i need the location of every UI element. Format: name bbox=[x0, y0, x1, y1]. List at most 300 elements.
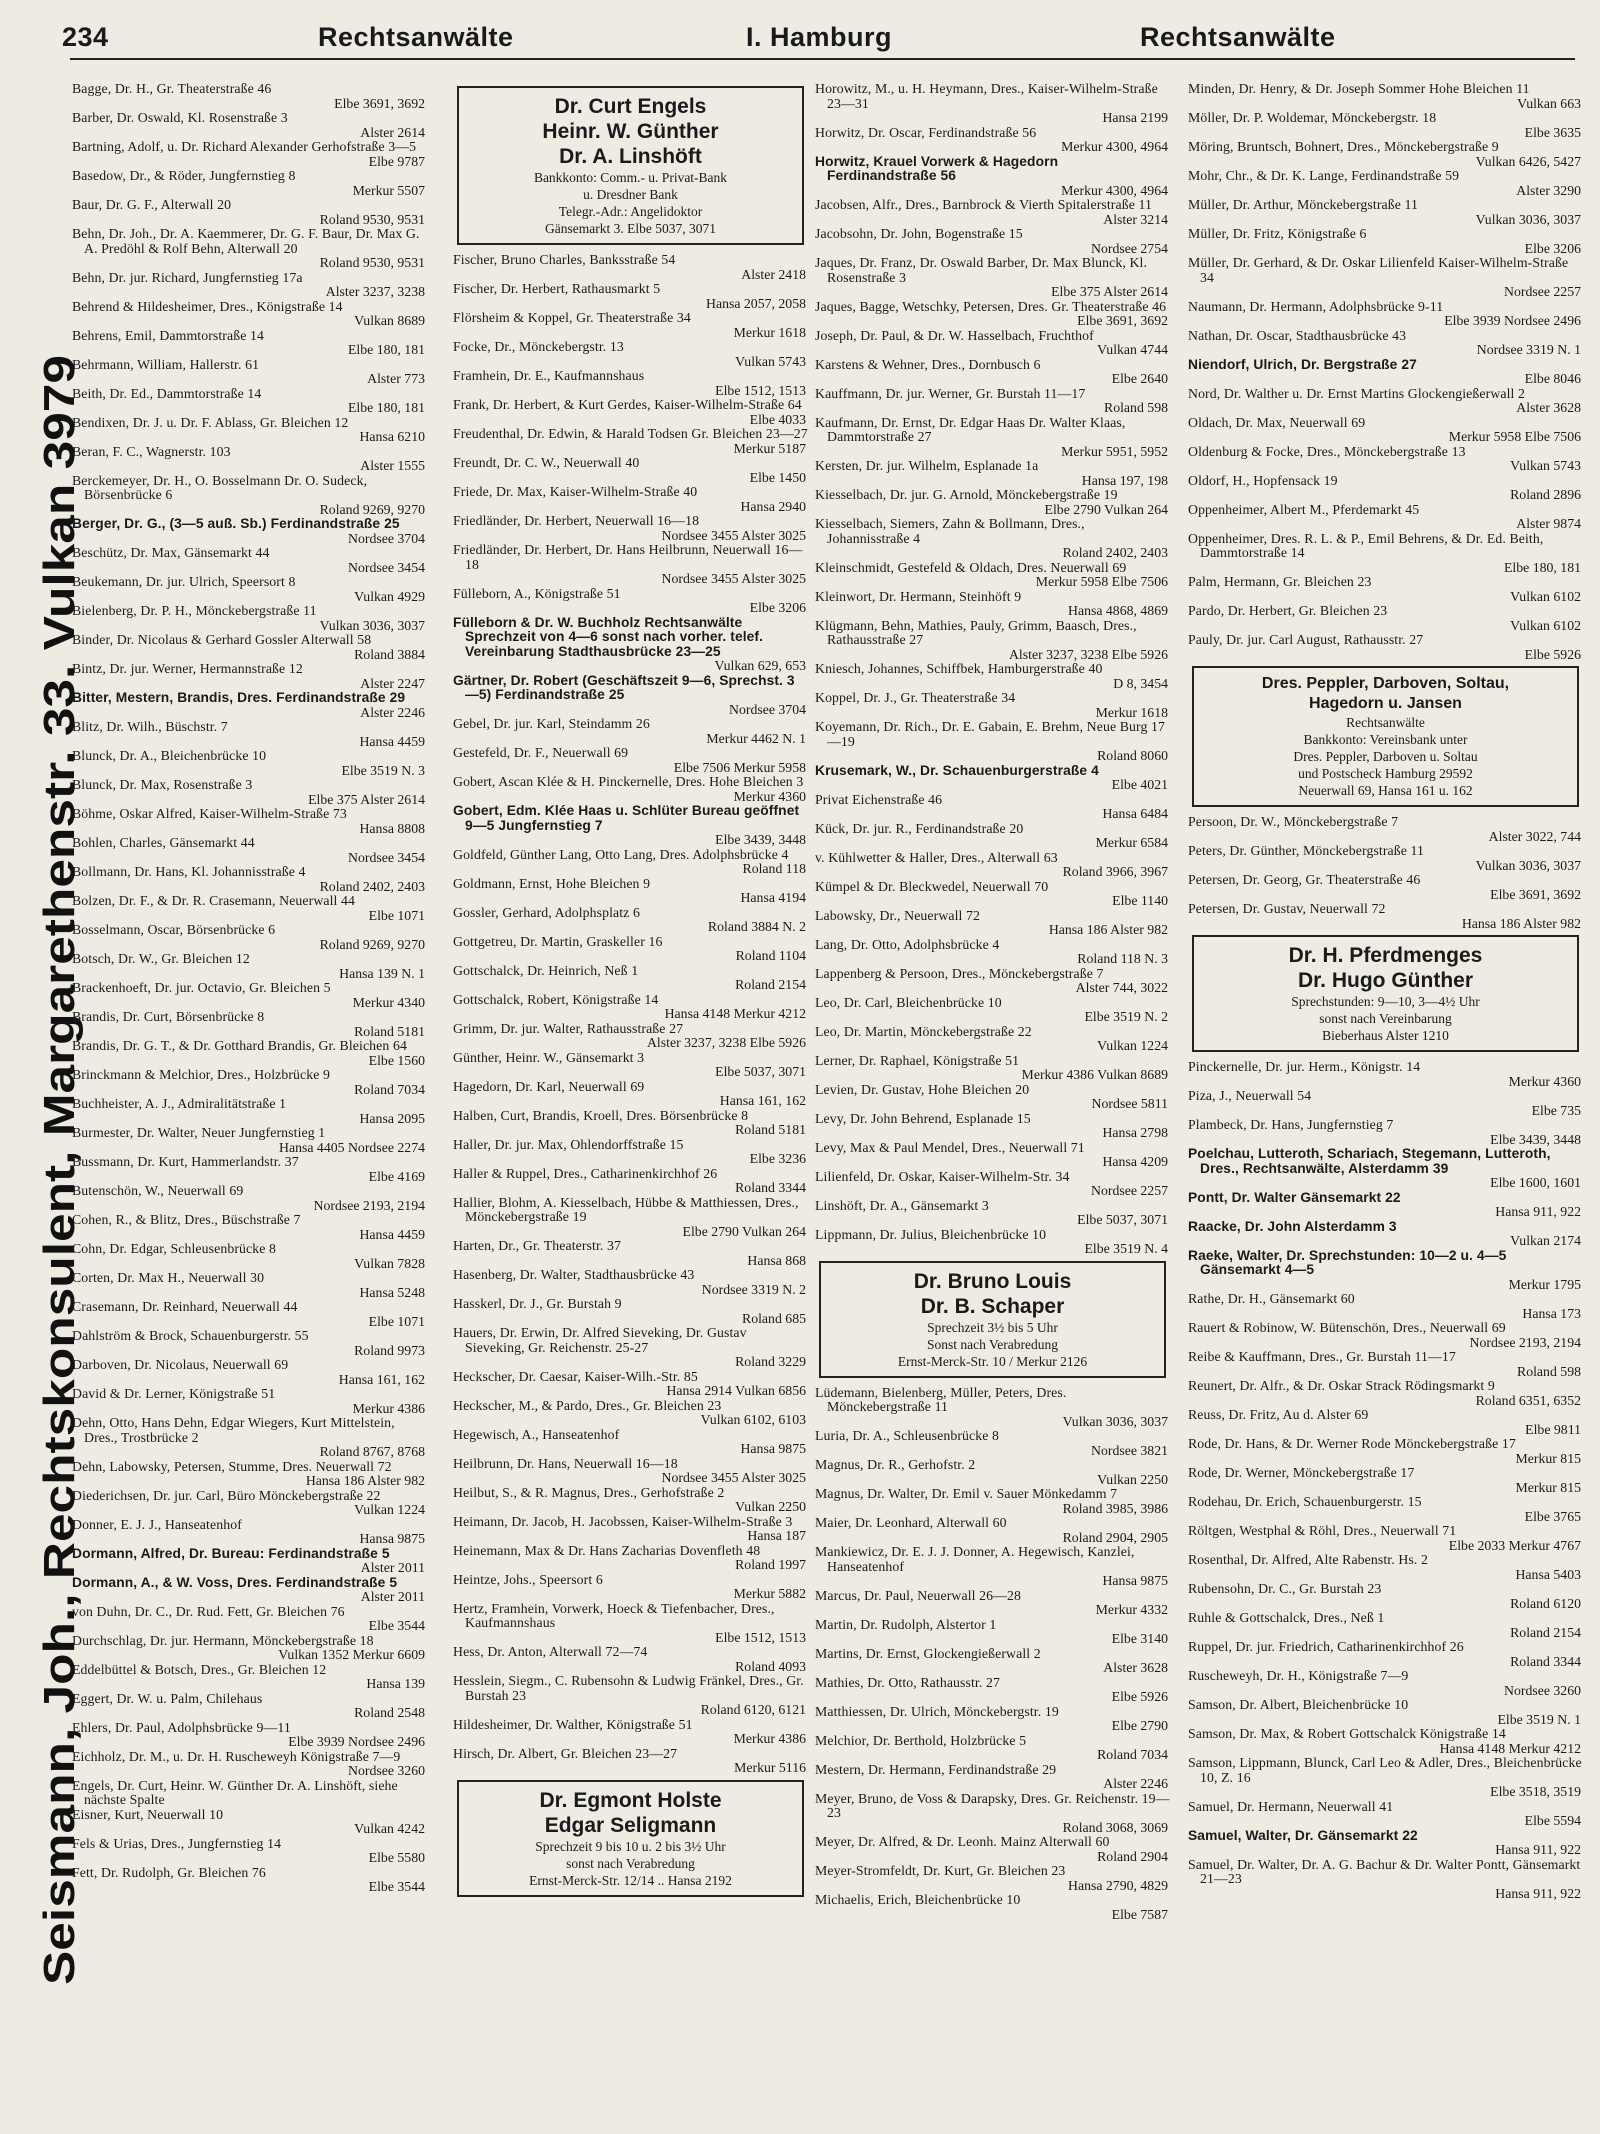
entry-phone: Alster 3290 bbox=[1516, 182, 1581, 198]
entry-name: Lang, Dr. Otto, Adolphsbrücke 4 bbox=[815, 936, 1000, 952]
entry-phone: Merkur 4340 bbox=[352, 994, 425, 1010]
entry-name: Hagedorn, Dr. Karl, Neuerwall 69 bbox=[453, 1078, 645, 1094]
listing-entry bbox=[1188, 169, 1583, 198]
entry-phone: Roland 3068, 3069 bbox=[1062, 1819, 1168, 1835]
entry-name: Nathan, Dr. Oscar, Stadthausbrücke 43 bbox=[1188, 327, 1407, 343]
listing-entry bbox=[1188, 1321, 1583, 1350]
entry-name: Gottschalck, Dr. Heinrich, Neß 1 bbox=[453, 962, 639, 978]
listing-entry bbox=[72, 1242, 427, 1271]
entry-name: Durchschlag, Dr. jur. Hermann, Mönckebergstraße 18 bbox=[72, 1632, 374, 1648]
listing-entry bbox=[815, 358, 1170, 387]
entry-name: Reuss, Dr. Fritz, Au d. Alster 69 bbox=[1188, 1407, 1369, 1422]
entry-name: Harten, Dr., Gr. Theaterstr. 37 bbox=[453, 1238, 621, 1253]
listing-entry bbox=[1188, 111, 1583, 140]
entry-phone: Roland 3985, 3986 bbox=[1062, 1500, 1168, 1516]
listing-entry bbox=[1188, 873, 1583, 902]
entry-phone: Elbe 9787 bbox=[368, 153, 425, 169]
entry-name: Dehn, Labowsky, Petersen, Stumme, Dres. Neuerwall 72 bbox=[72, 1458, 392, 1474]
listing-entry bbox=[72, 445, 427, 474]
ad-heading: Dr. H. Pferdmenges bbox=[1288, 944, 1483, 967]
entry-phone: Elbe 3519 N. 4 bbox=[1084, 1241, 1168, 1256]
entry-phone: Roland 118 N. 3 bbox=[1077, 951, 1168, 966]
entry-phone: Alster 3237, 3238 Elbe 5926 bbox=[646, 1035, 806, 1050]
listing-entry bbox=[1188, 1800, 1583, 1829]
entry-phone: Roland 598 bbox=[1517, 1363, 1581, 1379]
entry-name: Hallier, Blohm, A. Kiesselbach, Hübbe & Matthiessen, Dres., Mönckebergstraße 19 bbox=[453, 1194, 799, 1224]
entry-phone: Nordsee 3454 bbox=[347, 559, 425, 575]
entry-phone: Roland 9530, 9531 bbox=[319, 255, 425, 270]
entry-phone: Vulkan 8689 bbox=[354, 313, 425, 328]
entry-phone: Vulkan 7828 bbox=[354, 1255, 425, 1271]
entry-phone: Nordsee 3821 bbox=[1090, 1442, 1168, 1458]
listing-entry bbox=[453, 775, 808, 804]
listing-entry bbox=[815, 387, 1170, 416]
entry-name: Müller, Dr. Fritz, Königstraße 6 bbox=[1188, 226, 1367, 241]
entry-phone: Vulkan 1352 Merkur 6609 bbox=[278, 1647, 425, 1662]
listing-entry bbox=[453, 616, 808, 674]
entry-name: Brandis, Dr. Curt, Börsenbrücke 8 bbox=[72, 1009, 265, 1024]
entry-name: Oldach, Dr. Max, Neuerwall 69 bbox=[1188, 414, 1366, 430]
entry-name: Kleinschmidt, Gestefeld & Oldach, Dres. Neuerwall 69 bbox=[815, 559, 1127, 575]
listing-entry bbox=[72, 111, 427, 140]
entry-phone: Elbe 3206 bbox=[749, 600, 806, 615]
entry-name: Berckemeyer, Dr. H., O. Bosselmann Dr. O. Sudeck, Börsenbrücke 6 bbox=[72, 472, 368, 502]
entry-phone: Hansa 9875 bbox=[740, 1441, 806, 1456]
listing-entry bbox=[453, 456, 808, 485]
listing-entry bbox=[815, 256, 1170, 300]
listing-entry bbox=[453, 514, 808, 543]
listing-entry bbox=[1188, 503, 1583, 532]
listing-entry bbox=[453, 1109, 808, 1138]
listing-entry bbox=[72, 1126, 427, 1155]
entry-phone: Elbe 3236 bbox=[749, 1151, 806, 1166]
entry-phone: Alster 744, 3022 bbox=[1075, 980, 1168, 995]
entry-phone: Elbe 375 Alster 2614 bbox=[1051, 284, 1168, 299]
entry-phone: Hansa 4405 Nordsee 2274 bbox=[279, 1139, 425, 1155]
entry-phone: Elbe 3439, 3448 bbox=[1490, 1131, 1581, 1147]
entry-phone: Alster 3214 bbox=[1103, 211, 1168, 227]
listing-entry bbox=[72, 691, 427, 720]
listing-entry bbox=[72, 1489, 427, 1518]
entry-name: Rodehau, Dr. Erich, Schauenburgerstr. 15 bbox=[1188, 1494, 1422, 1509]
listing-entry bbox=[1188, 256, 1583, 300]
entry-phone: Merkur 5882 bbox=[733, 1586, 806, 1601]
entry-name: Rode, Dr. Hans, & Dr. Werner Rode Mönckebergstraße 17 bbox=[1188, 1436, 1516, 1451]
entry-phone: Elbe 1071 bbox=[368, 907, 425, 923]
entry-name: Meyer-Stromfeldt, Dr. Kurt, Gr. Bleichen 23 bbox=[815, 1863, 1066, 1878]
entry-name: Raeke, Walter, Dr. Sprechstunden: 10—2 u. 4—5 Gänsemarkt 4—5 bbox=[1188, 1247, 1507, 1277]
ad-heading: Hagedorn u. Jansen bbox=[1309, 695, 1462, 712]
listing-entry bbox=[453, 964, 808, 993]
ad-heading: Dr. Egmont Holste bbox=[539, 1788, 722, 1812]
entry-name: Gobert, Edm. Klée Haas u. Schlüter Bureau geöffnet 9—5 Jungfernstieg 7 bbox=[453, 803, 800, 833]
entry-name: Buchheister, A. J., Admiralitätstraße 1 bbox=[72, 1096, 287, 1111]
listing-entry bbox=[72, 1605, 427, 1634]
listing-entry bbox=[1188, 1220, 1583, 1249]
entry-phone: Vulkan 1224 bbox=[1097, 1038, 1168, 1053]
entry-phone: Roland 118 bbox=[742, 861, 806, 876]
entry-phone: Elbe 3691, 3692 bbox=[334, 95, 425, 111]
entry-name: Heintze, Johs., Speersort 6 bbox=[453, 1571, 603, 1587]
ad-heading: Dres. Peppler, Darboven, Soltau, bbox=[1261, 675, 1510, 692]
listing-entry bbox=[72, 1750, 427, 1779]
entry-phone: Hansa 139 bbox=[366, 1676, 425, 1691]
entry-name: Bartning, Adolf, u. Dr. Richard Alexander Gerhofstraße 3—5 bbox=[72, 139, 417, 154]
entry-name: Pauly, Dr. jur. Carl August, Rathausstr. 27 bbox=[1188, 632, 1424, 647]
ad-detail: Bankkonto: Comm.- u. Privat-Bank bbox=[533, 170, 728, 185]
ad-box-pferdmenges bbox=[1192, 935, 1579, 1052]
listing-entry bbox=[453, 485, 808, 514]
entry-name: Corten, Dr. Max H., Neuerwall 30 bbox=[72, 1270, 265, 1285]
entry-phone: Nordsee 3455 Alster 3025 bbox=[661, 571, 806, 586]
entry-name: Rathe, Dr. H., Gänsemarkt 60 bbox=[1188, 1291, 1355, 1306]
entry-phone: Hansa 2798 bbox=[1102, 1125, 1168, 1140]
entry-phone: Elbe 3939 Nordsee 2496 bbox=[1444, 313, 1581, 328]
listing-entry bbox=[1188, 1379, 1583, 1408]
entry-phone: Roland 6120 bbox=[1510, 1595, 1581, 1611]
listing-entry bbox=[1188, 575, 1583, 604]
header-right-title: Rechtsanwälte bbox=[1140, 22, 1336, 52]
entry-phone: Alster 2246 bbox=[360, 704, 425, 720]
entry-phone: Merkur 4360 bbox=[1508, 1073, 1581, 1089]
entry-phone: Nordsee 3319 N. 1 bbox=[1476, 342, 1581, 357]
listing-entry bbox=[72, 1039, 427, 1068]
entry-phone: Elbe 3519 N. 1 bbox=[1497, 1711, 1581, 1727]
entry-name: Fels & Urias, Dres., Jungfernstieg 14 bbox=[72, 1835, 282, 1851]
entry-name: Lerner, Dr. Raphael, Königstraße 51 bbox=[815, 1052, 1020, 1068]
entry-phone: Alster 2246 bbox=[1103, 1776, 1168, 1791]
entry-phone: Vulkan 2250 bbox=[735, 1499, 806, 1514]
entry-phone: Elbe 5037, 3071 bbox=[1077, 1212, 1168, 1227]
listing-entry bbox=[815, 996, 1170, 1025]
ad-heading: Edgar Seligmann bbox=[544, 1813, 717, 1837]
entry-name: v. Kühlwetter & Haller, Dres., Alterwall 63 bbox=[815, 849, 1058, 865]
entry-phone: Elbe 1600, 1601 bbox=[1490, 1175, 1581, 1190]
listing-entry bbox=[815, 416, 1170, 460]
entry-phone: Alster 9874 bbox=[1516, 516, 1581, 531]
listing-entry bbox=[1188, 1756, 1583, 1800]
listing-entry bbox=[1188, 416, 1583, 445]
entry-phone: Nordsee 3454 bbox=[347, 849, 425, 865]
listing-entry bbox=[815, 1705, 1170, 1734]
entry-phone: Roland 3884 bbox=[354, 646, 425, 662]
ad-detail: Ernst-Merck-Str. 10 / Merkur 2126 bbox=[897, 1353, 1088, 1369]
listing-entry bbox=[72, 198, 427, 227]
entry-phone: Alster 3022, 744 bbox=[1488, 828, 1581, 844]
entry-phone: Nordsee 3704 bbox=[728, 701, 806, 717]
entry-phone: Roland 1997 bbox=[735, 1557, 806, 1572]
entry-name: Beschütz, Dr. Max, Gänsemarkt 44 bbox=[72, 545, 270, 560]
entry-phone: Elbe 2790 Vulkan 264 bbox=[682, 1223, 806, 1239]
listing-entry bbox=[1188, 1524, 1583, 1553]
entry-phone: Roland 8060 bbox=[1097, 748, 1168, 763]
entry-name: Barber, Dr. Oswald, Kl. Rosenstraße 3 bbox=[72, 110, 288, 125]
entry-phone: Alster 3237, 3238 bbox=[325, 284, 425, 299]
entry-name: Leo, Dr. Carl, Bleichenbrücke 10 bbox=[815, 994, 1002, 1010]
entry-name: Diederichsen, Dr. jur. Carl, Büro Mönckebergstraße 22 bbox=[72, 1487, 381, 1503]
listing-entry bbox=[72, 923, 427, 952]
ad-detail: Gänsemarkt 3. Elbe 5037, 3071 bbox=[545, 221, 716, 236]
entry-phone: Hansa 911, 922 bbox=[1495, 1885, 1581, 1901]
entry-name: Butenschön, W., Neuerwall 69 bbox=[72, 1183, 244, 1198]
entry-phone: Nordsee 2754 bbox=[1090, 240, 1168, 256]
entry-name: Heimann, Dr. Jacob, H. Jacobssen, Kaiser-Wilhelm-Straße 3 bbox=[453, 1513, 793, 1529]
listing-entry bbox=[453, 1268, 808, 1297]
listing-entry bbox=[1188, 815, 1583, 844]
entry-name: Luria, Dr. A., Schleusenbrücke 8 bbox=[815, 1428, 1000, 1443]
entry-phone: D 8, 3454 bbox=[1113, 675, 1168, 691]
listing-entry bbox=[72, 169, 427, 198]
listing-entry bbox=[453, 369, 808, 398]
entry-phone: Nordsee 2257 bbox=[1090, 1183, 1168, 1198]
listing-entry bbox=[815, 793, 1170, 822]
listing-entry bbox=[1188, 387, 1583, 416]
ad-detail: sonst nach Verabredung bbox=[566, 1855, 695, 1871]
ad-detail: und Postscheck Hamburg 29592 bbox=[1298, 766, 1473, 781]
entry-phone: Hansa 161, 162 bbox=[719, 1093, 806, 1108]
entry-phone: Elbe 4033 bbox=[749, 411, 806, 427]
entry-phone: Roland 4093 bbox=[735, 1658, 806, 1674]
listing-entry bbox=[72, 1634, 427, 1663]
listing-entry bbox=[453, 674, 808, 718]
entry-name: Gärtner, Dr. Robert (Geschäftszeit 9—6, Sprechst. 3—5) Ferdinandstraße 25 bbox=[453, 672, 795, 702]
entry-name: Lüdemann, Bielenberg, Müller, Peters, Dres. Mönckebergstraße 11 bbox=[815, 1384, 1067, 1414]
entry-name: Bintz, Dr. jur. Werner, Hermannstraße 12 bbox=[72, 661, 303, 676]
entry-name: Gebel, Dr. jur. Karl, Steindamm 26 bbox=[453, 716, 650, 731]
entry-phone: Roland 8767, 8768 bbox=[319, 1444, 425, 1459]
entry-name: Nord, Dr. Walther u. Dr. Ernst Martins Glockengießerwall 2 bbox=[1188, 385, 1526, 401]
entry-phone: Elbe 3518, 3519 bbox=[1490, 1784, 1581, 1799]
entry-name: Palm, Hermann, Gr. Bleichen 23 bbox=[1188, 574, 1372, 589]
listing-entry bbox=[72, 474, 427, 518]
column-4 bbox=[1188, 82, 1583, 2122]
listing-entry bbox=[72, 300, 427, 329]
entry-phone: Roland 7034 bbox=[1097, 1747, 1168, 1762]
entry-phone: Elbe 180, 181 bbox=[1503, 559, 1581, 575]
entry-name: Bollmann, Dr. Hans, Kl. Johannisstraße 4 bbox=[72, 864, 306, 879]
entry-name: Hasskerl, Dr. J., Gr. Burstah 9 bbox=[453, 1296, 622, 1311]
entry-phone: Alster 1555 bbox=[360, 458, 425, 473]
entry-name: von Duhn, Dr. C., Dr. Rud. Fett, Gr. Bleichen 76 bbox=[72, 1603, 345, 1619]
entry-name: Levien, Dr. Gustav, Hohe Bleichen 20 bbox=[815, 1081, 1030, 1097]
listing-entry bbox=[1188, 1089, 1583, 1118]
entry-name: Mohr, Chr., & Dr. K. Lange, Ferdinandstraße 59 bbox=[1188, 168, 1460, 183]
ad-detail: Bieberhaus Alster 1210 bbox=[1322, 1028, 1449, 1043]
listing-entry bbox=[72, 1460, 427, 1489]
entry-name: Kück, Dr. jur. R., Ferdinandstraße 20 bbox=[815, 820, 1024, 836]
listing-entry bbox=[453, 253, 808, 282]
entry-name: Möller, Dr. P. Woldemar, Mönckebergstr. 18 bbox=[1188, 110, 1437, 125]
ad-box-holste bbox=[457, 1780, 804, 1897]
listing-entry bbox=[72, 1358, 427, 1387]
listing-entry bbox=[815, 1170, 1170, 1199]
entry-name: Oppenheimer, Dres. R. L. & P., Emil Behrens, & Dr. Ed. Beith, Dammtorstraße 14 bbox=[1188, 530, 1544, 560]
entry-phone: Elbe 1512, 1513 bbox=[715, 382, 806, 398]
listing-entry bbox=[453, 1138, 808, 1167]
entry-phone: Elbe 3691, 3692 bbox=[1077, 313, 1168, 328]
entry-name: Müller, Dr. Gerhard, & Dr. Oskar Lilienfeld Kaiser-Wilhelm-Straße 34 bbox=[1188, 255, 1569, 285]
entry-name: Müller, Dr. Arthur, Mönckebergstraße 11 bbox=[1188, 197, 1419, 212]
entry-name: Goldmann, Ernst, Hohe Bleichen 9 bbox=[453, 875, 651, 891]
entry-phone: Vulkan 6102 bbox=[1510, 617, 1581, 633]
entry-phone: Merkur 5116 bbox=[734, 1760, 806, 1775]
entry-phone: Hansa 2914 Vulkan 6856 bbox=[666, 1383, 806, 1398]
entry-name: Brackenhoeft, Dr. jur. Octavio, Gr. Bleichen 5 bbox=[72, 980, 331, 995]
listing-entry bbox=[72, 1416, 427, 1460]
ad-detail: Telegr.-Adr.: Angelidoktor bbox=[558, 204, 703, 219]
ad-detail: Sonst nach Verabredung bbox=[927, 1336, 1058, 1352]
entry-name: Hirsch, Dr. Albert, Gr. Bleichen 23—27 bbox=[453, 1745, 678, 1761]
entry-phone: Hansa 4209 bbox=[1102, 1154, 1168, 1169]
entry-phone: Hansa 5248 bbox=[359, 1284, 425, 1300]
ad-detail: u. Dresdner Bank bbox=[583, 187, 678, 202]
entry-phone: Elbe 2790 bbox=[1111, 1718, 1168, 1733]
entry-phone: Roland 685 bbox=[742, 1310, 806, 1326]
listing-entry bbox=[1188, 532, 1583, 576]
entry-name: Brandis, Dr. G. T., & Dr. Gotthard Brandis, Gr. Bleichen 64 bbox=[72, 1038, 407, 1053]
entry-phone: Vulkan 5743 bbox=[735, 353, 806, 369]
listing-entry bbox=[815, 1054, 1170, 1083]
ad-detail: Dres. Peppler, Darboven u. Soltau bbox=[1293, 749, 1478, 764]
listing-entry bbox=[72, 807, 427, 836]
ad-heading: Dr. Hugo Günther bbox=[1298, 969, 1473, 992]
entry-phone: Roland 2904 bbox=[1097, 1848, 1168, 1864]
entry-name: Friedländer, Dr. Herbert, Dr. Hans Heilbrunn, Neuerwall 16—18 bbox=[453, 542, 803, 572]
entry-name: Mathies, Dr. Otto, Rathausstr. 27 bbox=[815, 1674, 1000, 1690]
entry-phone: Hansa 4868, 4869 bbox=[1067, 603, 1168, 618]
entry-phone: Roland 2896 bbox=[1510, 487, 1581, 502]
entry-phone: Roland 6120, 6121 bbox=[700, 1702, 806, 1717]
entry-phone: Merkur 5187 bbox=[733, 440, 806, 456]
entry-name: Crasemann, Dr. Reinhard, Neuerwall 44 bbox=[72, 1299, 298, 1314]
entry-phone: Elbe 1140 bbox=[1112, 893, 1168, 908]
entry-phone: Merkur 1795 bbox=[1508, 1276, 1581, 1292]
listing-entry bbox=[815, 155, 1170, 199]
entry-name: Heilbut, S., & R. Magnus, Dres., Gerhofstraße 2 bbox=[453, 1484, 725, 1500]
entry-phone: Vulkan 3036, 3037 bbox=[1062, 1413, 1168, 1429]
entry-phone: Elbe 2790 Vulkan 264 bbox=[1044, 501, 1168, 517]
listing-entry bbox=[453, 1486, 808, 1515]
entry-name: Horwitz, Dr. Oscar, Ferdinandstraße 56 bbox=[815, 124, 1037, 140]
entry-name: Heckscher, M., & Pardo, Dres., Gr. Bleichen 23 bbox=[453, 1397, 722, 1413]
listing-entry bbox=[72, 952, 427, 981]
entry-name: Fischer, Dr. Herbert, Rathausmarkt 5 bbox=[453, 281, 661, 296]
listing-entry bbox=[1188, 902, 1583, 931]
entry-phone: Hansa 2940 bbox=[740, 498, 806, 514]
entry-name: Magnus, Dr. R., Gerhofstr. 2 bbox=[815, 1457, 976, 1472]
listing-entry bbox=[453, 1573, 808, 1602]
entry-name: Bitter, Mestern, Brandis, Dres. Ferdinandstraße 29 bbox=[72, 690, 406, 705]
column-2 bbox=[453, 82, 808, 2122]
listing-entry bbox=[815, 1386, 1170, 1430]
entry-name: Friedländer, Dr. Herbert, Neuerwall 16—18 bbox=[453, 513, 700, 528]
entry-name: Leo, Dr. Martin, Mönckebergstraße 22 bbox=[815, 1023, 1032, 1039]
listing-entry bbox=[72, 633, 427, 662]
entry-phone: Elbe 3519 N. 3 bbox=[341, 762, 425, 778]
entry-name: Niendorf, Ulrich, Dr. Bergstraße 27 bbox=[1188, 356, 1417, 372]
entry-name: Lippmann, Dr. Julius, Bleichenbrücke 10 bbox=[815, 1226, 1047, 1242]
listing-entry bbox=[72, 358, 427, 387]
entry-phone: Nordsee 5811 bbox=[1091, 1096, 1168, 1111]
ad-heading: Dr. Bruno Louis bbox=[913, 1269, 1072, 1293]
entry-phone: Nordsee 3455 Alster 3025 bbox=[661, 527, 806, 543]
listing-entry bbox=[1188, 1292, 1583, 1321]
listing-entry bbox=[72, 1721, 427, 1750]
entry-name: Fischer, Bruno Charles, Banksstraße 54 bbox=[453, 252, 676, 267]
entry-name: Petersen, Dr. Gustav, Neuerwall 72 bbox=[1188, 901, 1386, 916]
entry-name: Eichholz, Dr. M., u. Dr. H. Ruscheweyh Königstraße 7—9 bbox=[72, 1748, 401, 1764]
entry-name: Fülleborn & Dr. W. Buchholz Rechtsanwälte Sprechzeit von 4—6 sonst nach vorher. telef. Vereinbarung Stadthausbrücke 23—25 bbox=[453, 614, 764, 659]
column-1 bbox=[72, 82, 427, 2122]
listing-entry bbox=[453, 877, 808, 906]
listing-entry bbox=[453, 848, 808, 877]
entry-phone: Hansa 5403 bbox=[1515, 1566, 1581, 1582]
ad-detail: Sprechzeit 9 bis 10 u. 2 bis 3½ Uhr bbox=[535, 1838, 726, 1854]
entry-phone: Roland 2548 bbox=[354, 1705, 425, 1720]
listing-entry bbox=[72, 387, 427, 416]
entry-phone: Vulkan 3036, 3037 bbox=[1475, 211, 1581, 227]
entry-name: Bielenberg, Dr. P. H., Mönckebergstraße 11 bbox=[72, 603, 317, 618]
listing-entry bbox=[815, 1763, 1170, 1792]
entry-name: Marcus, Dr. Paul, Neuerwall 26—28 bbox=[815, 1587, 1021, 1603]
listing-entry bbox=[1188, 1698, 1583, 1727]
entry-name: Cohn, Dr. Edgar, Schleusenbrücke 8 bbox=[72, 1241, 277, 1256]
entry-name: Basedow, Dr., & Röder, Jungfernstieg 8 bbox=[72, 168, 296, 183]
listing-entry bbox=[815, 967, 1170, 996]
listing-entry bbox=[72, 1692, 427, 1721]
entry-name: Joseph, Dr. Paul, & Dr. W. Hasselbach, Fruchthof bbox=[815, 327, 1094, 343]
entry-name: Frank, Dr. Herbert, & Kurt Gerdes, Kaiser-Wilhelm-Straße 64 bbox=[453, 397, 802, 412]
entry-name: Haller, Dr. jur. Max, Ohlendorffstraße 15 bbox=[453, 1136, 684, 1152]
listing-entry bbox=[72, 662, 427, 691]
entry-phone: Roland 3884 N. 2 bbox=[707, 919, 806, 934]
entry-name: Koyemann, Dr. Rich., Dr. E. Gabain, E. Brehm, Neue Burg 17—19 bbox=[815, 719, 1166, 749]
listing-entry bbox=[72, 1779, 427, 1808]
listing-entry bbox=[1188, 1582, 1583, 1611]
entry-name: Ehlers, Dr. Paul, Adolphsbrücke 9—11 bbox=[72, 1719, 291, 1735]
listing-entry bbox=[453, 282, 808, 311]
entry-phone: Hansa 186 Alster 982 bbox=[1048, 922, 1168, 937]
ad-box-engels bbox=[457, 86, 804, 245]
entry-phone: Merkur 4386 bbox=[352, 1400, 425, 1416]
listing-entry bbox=[1188, 1611, 1583, 1640]
entry-phone: Merkur 6584 bbox=[1095, 835, 1168, 850]
entry-phone: Hansa 2199 bbox=[1102, 110, 1168, 125]
entry-name: Berger, Dr. G., (3—5 auß. Sb.) Ferdinandstraße 25 bbox=[72, 516, 400, 531]
listing-entry bbox=[72, 227, 427, 271]
listing-entry bbox=[1188, 1060, 1583, 1089]
entry-phone: Hansa 868 bbox=[747, 1252, 806, 1268]
entry-phone: Elbe 5926 bbox=[1111, 1689, 1168, 1704]
listing-entry bbox=[72, 1155, 427, 1184]
entry-phone: Roland 2904, 2905 bbox=[1062, 1529, 1168, 1545]
entry-phone: Alster 773 bbox=[367, 371, 425, 386]
entry-phone: Hansa 139 N. 1 bbox=[339, 965, 425, 981]
entry-name: Möring, Bruntsch, Bohnert, Dres., Mönckebergstraße 9 bbox=[1188, 139, 1499, 154]
entry-name: Samuel, Dr. Walter, Dr. A. G. Bachur & Dr. Walter Pontt, Gänsemarkt 21—23 bbox=[1188, 1856, 1581, 1886]
listing-entry bbox=[72, 1837, 427, 1866]
entry-name: Brinckmann & Melchior, Dres., Holzbrücke 9 bbox=[72, 1067, 331, 1082]
listing-entry bbox=[453, 1399, 808, 1428]
entry-name: Heckscher, Dr. Caesar, Kaiser-Wilh.-Str. 85 bbox=[453, 1368, 698, 1384]
entry-phone: Hansa 2790, 4829 bbox=[1067, 1877, 1168, 1893]
listing-entry bbox=[72, 1213, 427, 1242]
entry-name: Fülleborn, A., Königstraße 51 bbox=[453, 585, 621, 601]
entry-name: Bussmann, Dr. Kurt, Hammerlandstr. 37 bbox=[72, 1154, 299, 1169]
entry-name: Pinckernelle, Dr. jur. Herm., Königstr. 14 bbox=[1188, 1059, 1421, 1074]
listing-entry bbox=[815, 1141, 1170, 1170]
listing-entry bbox=[815, 1676, 1170, 1705]
